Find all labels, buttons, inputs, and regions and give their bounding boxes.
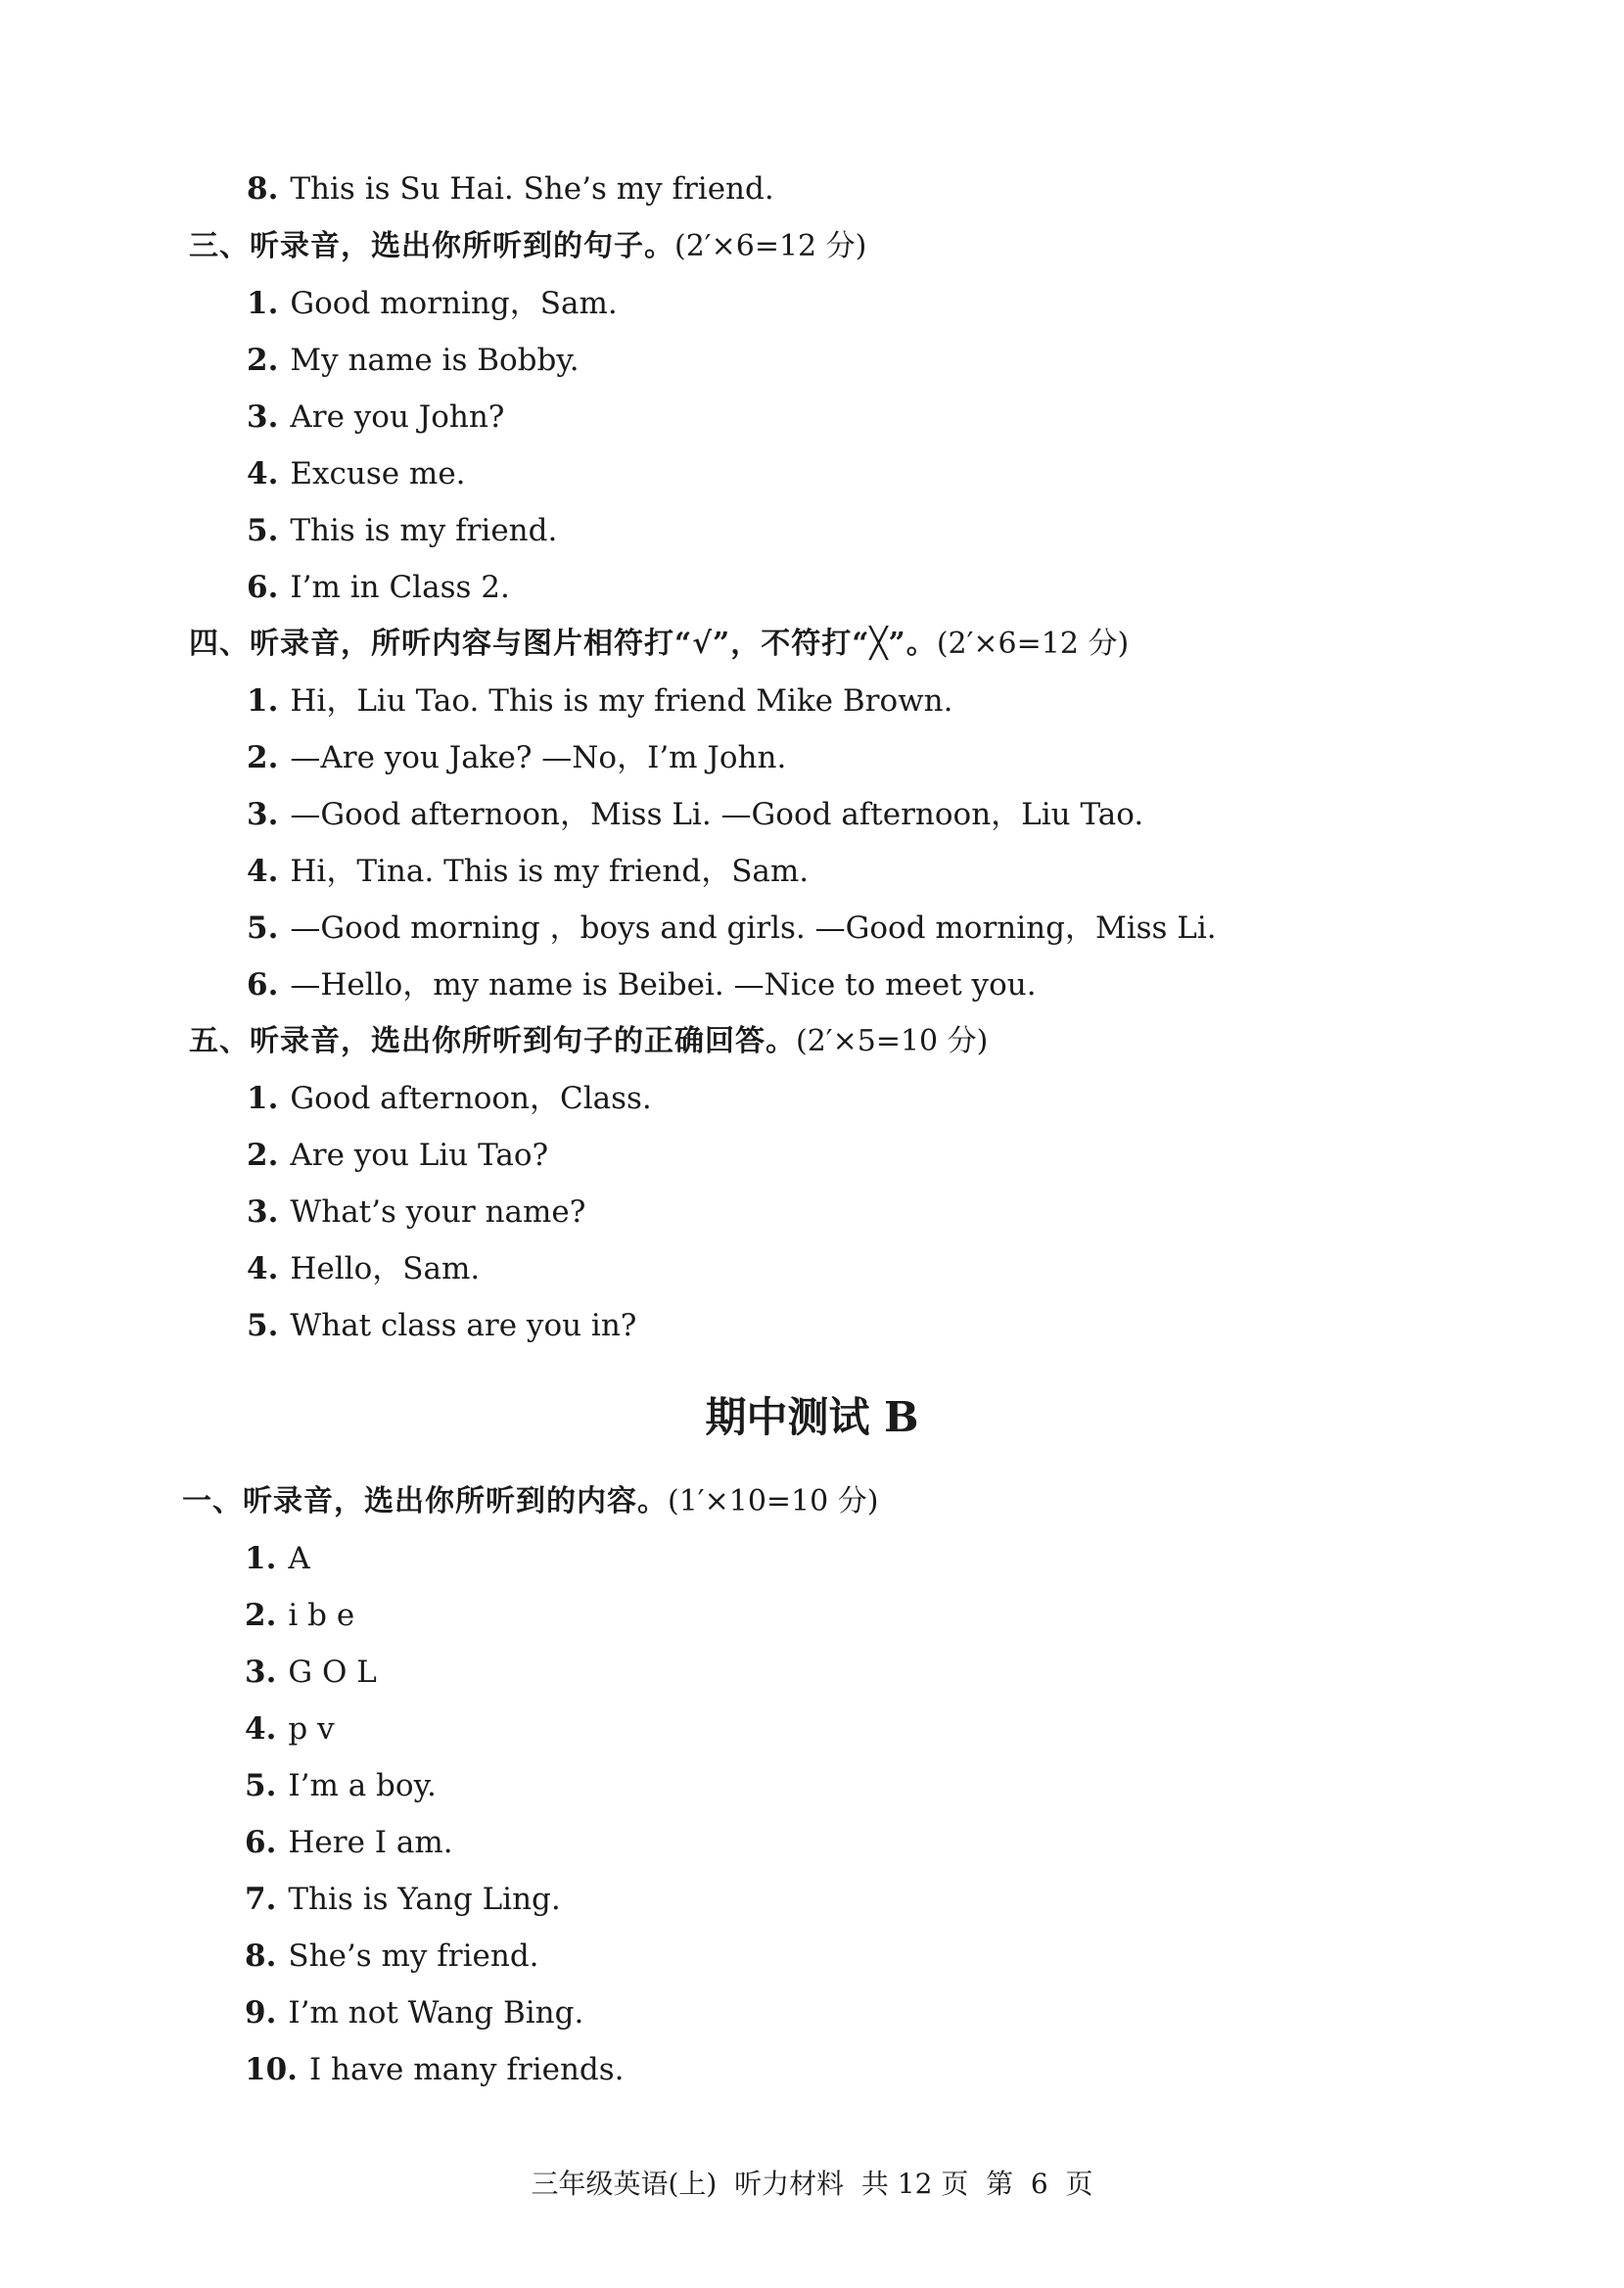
item-text: This is Su Hai. She’s my friend. (290, 171, 774, 207)
item-text: Here I am. (288, 1825, 453, 1860)
item-text: Hello，Sam. (290, 1251, 481, 1286)
item-number: 3. (247, 399, 279, 435)
section-score: (2′×6=12 分) (674, 229, 867, 263)
item-number: 3. (247, 797, 279, 832)
item-number: 9. (245, 1995, 277, 2031)
item-number: 1. (245, 1541, 277, 1576)
item-number: 5. (247, 513, 279, 548)
item-text: My name is Bobby. (290, 343, 580, 378)
list-item (247, 1136, 548, 1175)
list-item (247, 341, 580, 380)
item-text: I’m a boy. (288, 1768, 437, 1803)
list-item (245, 1539, 310, 1578)
item-number: 1. (247, 683, 279, 719)
item-text: —Good morning ，boys and girls. —Good morning，Miss Li. (290, 911, 1217, 946)
section-heading-1 (182, 1482, 878, 1521)
list-item (247, 568, 510, 607)
item-number: 4. (247, 1251, 279, 1286)
item-text: What class are you in? (290, 1308, 637, 1343)
item-number: 2. (247, 1138, 279, 1173)
section-heading-3 (189, 227, 866, 266)
item-number: 2. (245, 1598, 277, 1633)
item-text: Hi，Liu Tao. This is my friend Mike Brown. (290, 683, 953, 719)
item-number: 5. (245, 1768, 277, 1803)
item-number: 3. (247, 1194, 279, 1230)
item-number: 5. (247, 1308, 279, 1343)
item-text: Are you Liu Tao? (290, 1138, 549, 1173)
section-score: (2′×5=10 分) (796, 1024, 989, 1058)
list-item (245, 2050, 625, 2089)
list-item (247, 169, 774, 209)
item-text: —Hello，my name is Beibei. —Nice to meet you. (290, 967, 1037, 1003)
section-heading-text: 三、听录音，选出你所听到的句子。 (189, 229, 674, 263)
item-number: 6. (247, 570, 279, 605)
section-score: (1′×10=10 分) (668, 1484, 879, 1518)
section-heading-text: 一、听录音，选出你所听到的内容。 (182, 1484, 668, 1518)
item-number: 4. (245, 1711, 277, 1747)
section-score: (2′×6=12 分) (936, 627, 1130, 661)
item-text: Good morning，Sam. (290, 286, 618, 321)
item-text: Excuse me. (290, 456, 466, 491)
item-number: 2. (247, 343, 279, 378)
list-item (247, 681, 952, 721)
item-text: This is Yang Ling. (288, 1882, 561, 1917)
list-item (245, 1653, 377, 1692)
item-text: G O L (288, 1655, 377, 1690)
list-item (247, 852, 809, 891)
item-text: —Are you Jake? —No，I’m John. (290, 740, 787, 775)
list-item (247, 511, 557, 550)
item-number: 1. (247, 286, 279, 321)
list-item (247, 965, 1037, 1004)
section-heading-5 (189, 1022, 988, 1061)
list-item (247, 397, 504, 437)
item-text: I have many friends. (308, 2052, 625, 2087)
item-number: 4. (247, 854, 279, 889)
section-heading-4 (189, 625, 1129, 664)
item-text: I’m in Class 2. (290, 570, 510, 605)
list-item (245, 1823, 453, 1862)
item-number: 4. (247, 456, 279, 491)
item-text: Are you John? (290, 399, 505, 435)
item-number: 6. (247, 967, 279, 1003)
item-text: She’s my friend. (288, 1938, 539, 1974)
list-item (247, 1192, 585, 1232)
item-number: 1. (247, 1081, 279, 1116)
item-number: 7. (245, 1882, 277, 1917)
item-text: Hi，Tina. This is my friend，Sam. (290, 854, 810, 889)
section-heading-text: 四、听录音，所听内容与图片相符打“√”，不符打“╳”。 (189, 627, 937, 661)
list-item (247, 1306, 636, 1345)
item-text: p v (288, 1711, 335, 1747)
item-text: This is my friend. (290, 513, 558, 548)
item-number: 2. (247, 740, 279, 775)
list-item (245, 1937, 539, 1976)
item-number: 6. (245, 1825, 277, 1860)
list-item (245, 1766, 437, 1805)
list-item (247, 738, 786, 777)
item-text: What’s your name? (290, 1194, 586, 1230)
item-text: I’m not Wang Bing. (288, 1995, 584, 2031)
section-heading-text: 五、听录音，选出你所听到句子的正确回答。 (189, 1024, 796, 1058)
item-number: 8. (247, 171, 279, 207)
item-number: 3. (245, 1655, 277, 1690)
item-number: 5. (247, 911, 279, 946)
list-item (245, 1596, 354, 1635)
item-text: A (288, 1541, 310, 1576)
test-title: 期中测试 B (705, 1393, 919, 1441)
item-number: 8. (245, 1938, 277, 1974)
list-item (247, 454, 466, 493)
page-footer: 三年级英语(上) 听力材料 共 12 页 第 6 页 (531, 2168, 1093, 2200)
list-item (247, 1249, 480, 1288)
item-text: Good afternoon，Class. (290, 1081, 652, 1116)
list-item (247, 795, 1143, 834)
list-item (245, 1993, 583, 2032)
list-item (245, 1709, 335, 1749)
item-text: i b e (288, 1598, 355, 1633)
list-item (247, 909, 1217, 948)
list-item (245, 1880, 561, 1919)
list-item (247, 284, 618, 323)
list-item (247, 1079, 652, 1118)
item-text: —Good afternoon，Miss Li. —Good afternoon，Liu Tao. (290, 797, 1144, 832)
item-number: 10. (245, 2052, 298, 2087)
